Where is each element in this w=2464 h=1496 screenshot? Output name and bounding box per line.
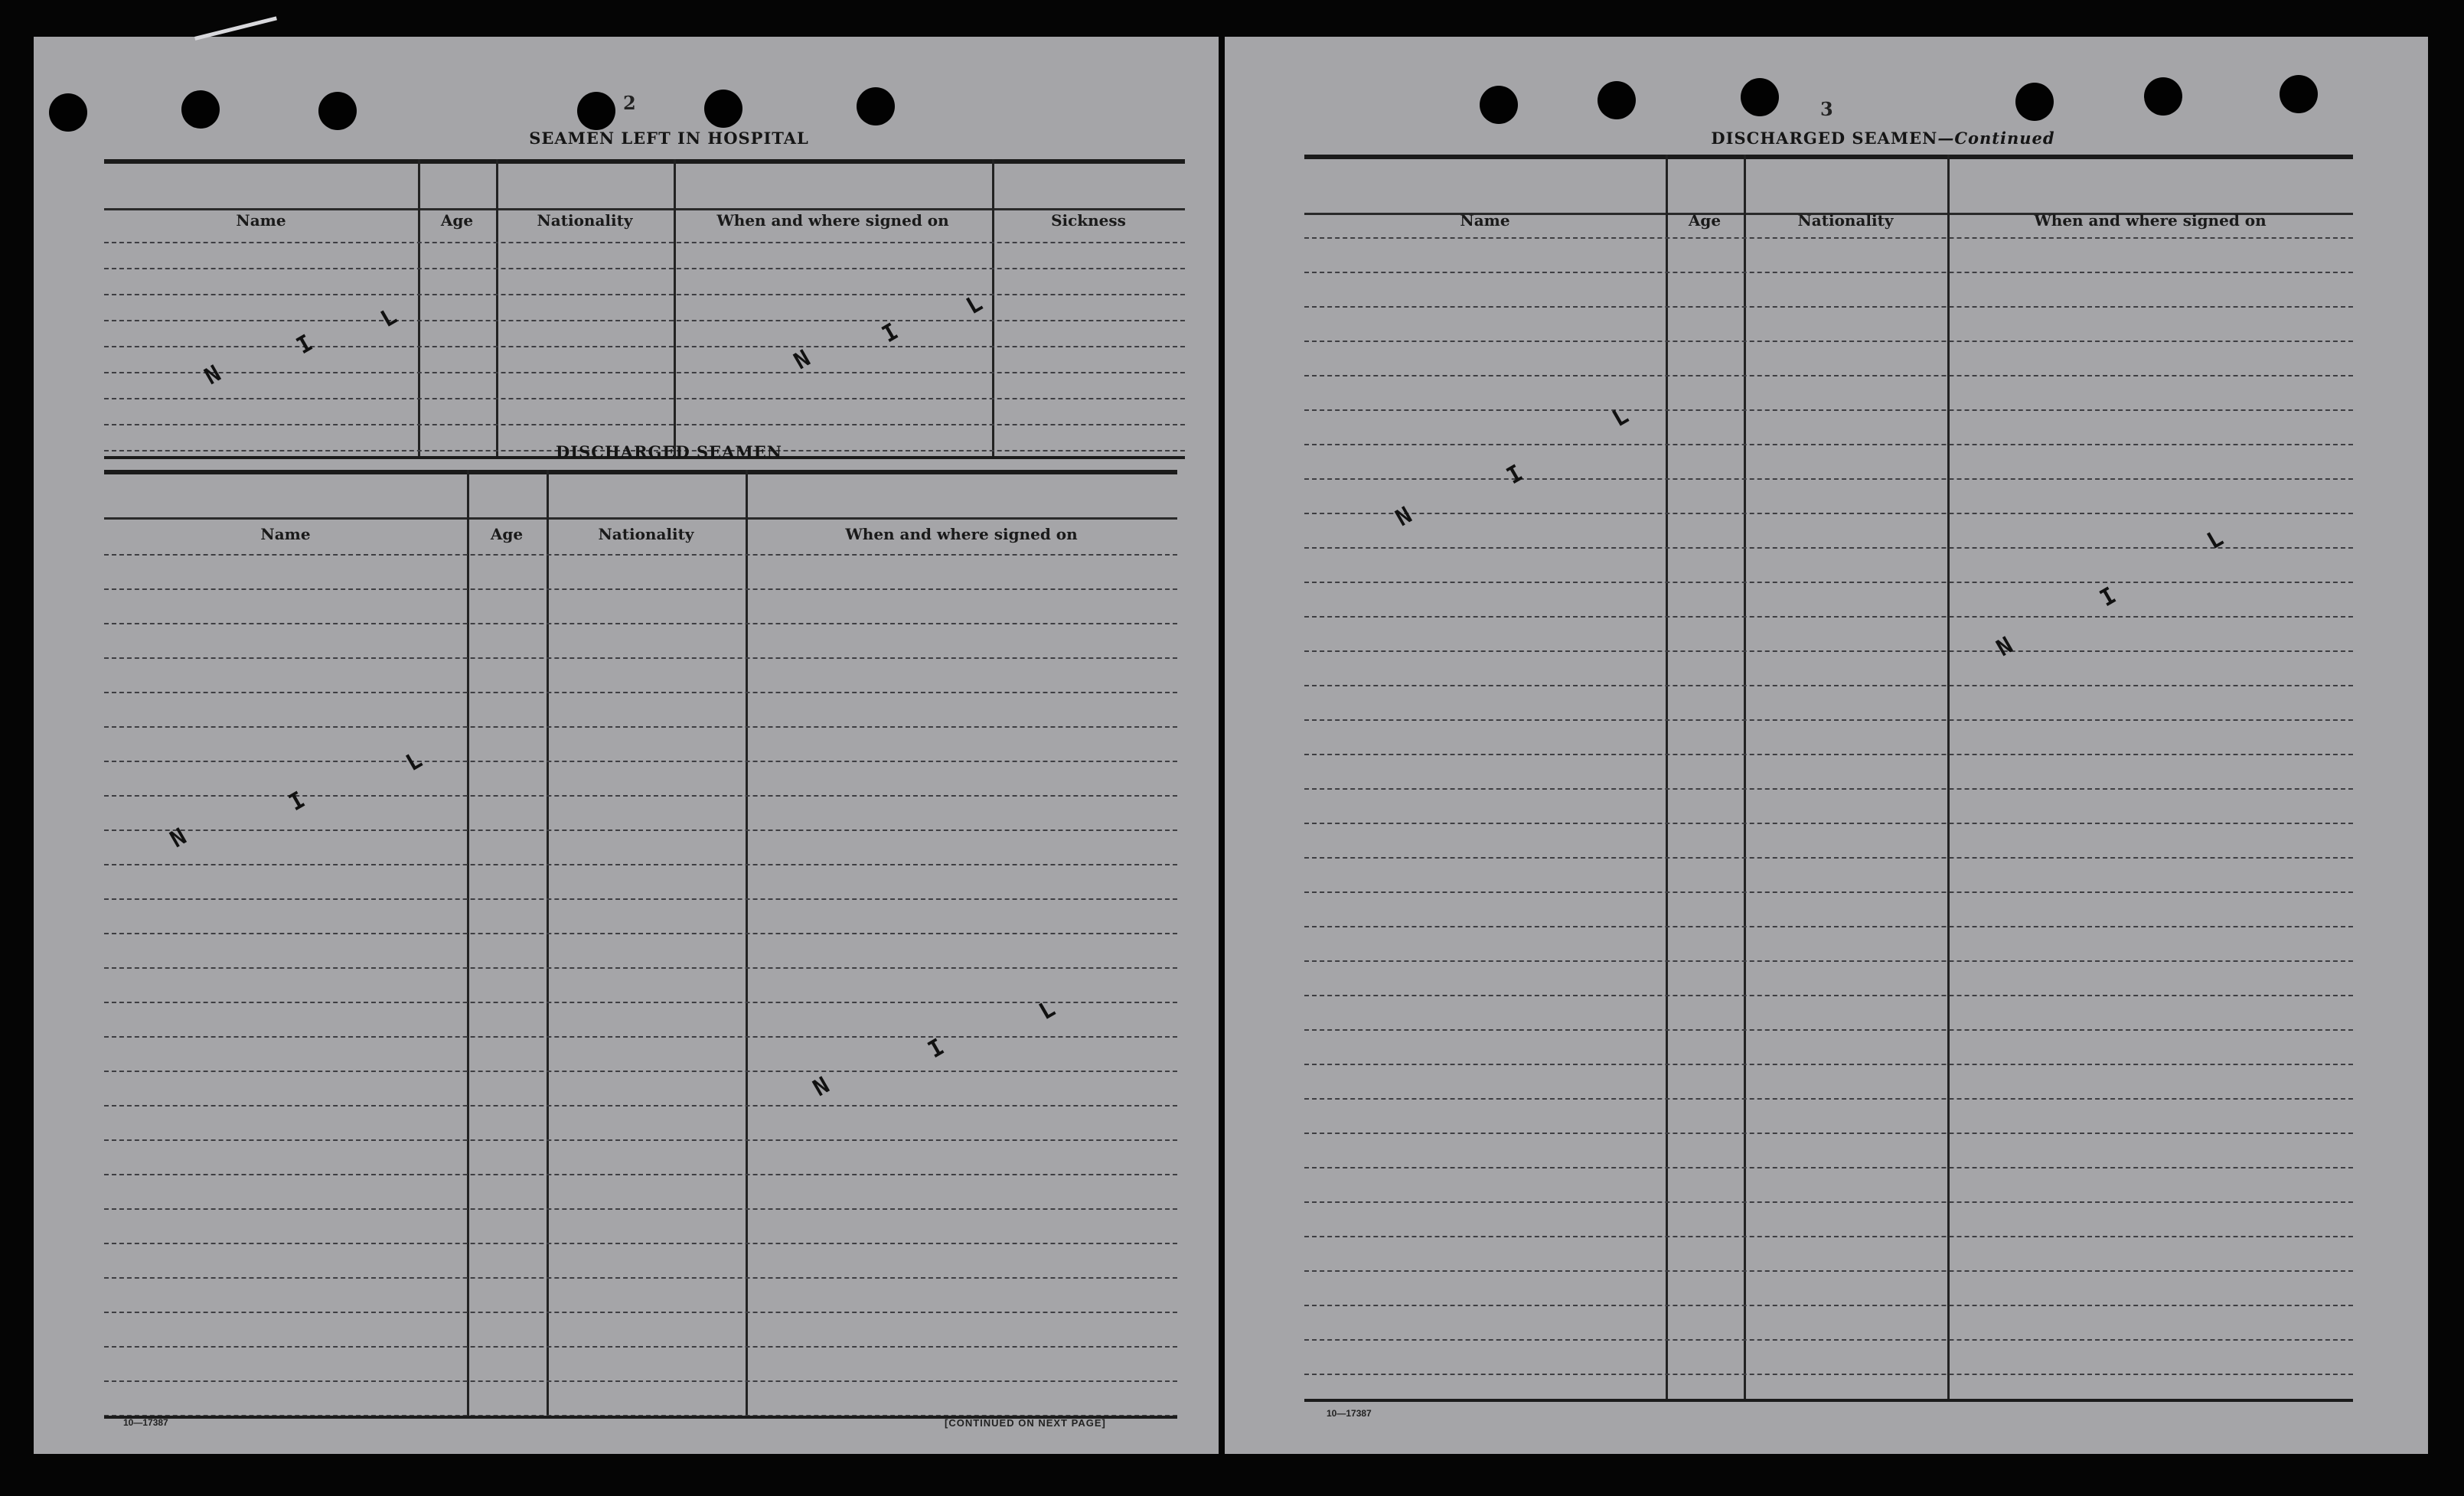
nil-stamp-letter: N [1992, 631, 2018, 663]
ruled-line [104, 424, 1185, 425]
ruled-line [104, 268, 1185, 269]
col-header-nationality: Nationality [1797, 211, 1894, 230]
page-number: 2 [623, 92, 636, 114]
discharged-continued-title [1531, 129, 2235, 148]
ruled-line [1304, 1029, 2353, 1031]
ruled-line [104, 320, 1185, 321]
ruled-line [104, 1277, 1177, 1279]
ruled-line [1304, 823, 2353, 824]
punch-hole [1741, 78, 1779, 116]
ruled-line [104, 1312, 1177, 1313]
page-number: 3 [1820, 98, 1833, 120]
ruled-line [1304, 685, 2353, 686]
punch-hole [181, 90, 220, 129]
ruled-line [1304, 444, 2353, 445]
right-page [1225, 37, 2428, 1454]
col-header-name: Name [236, 211, 286, 230]
ruled-line [1304, 1374, 2353, 1375]
ruled-line [104, 898, 1177, 900]
ruled-line [1304, 1098, 2353, 1100]
nil-stamp-letter: I [2095, 582, 2121, 613]
col-header-signed-on: When and where signed on [716, 211, 949, 230]
col-header-nationality: Nationality [598, 525, 694, 543]
ruled-line [1304, 1064, 2353, 1065]
col-header-sickness: Sickness [1051, 211, 1126, 230]
ruled-line [1304, 341, 2353, 342]
continued-note: [CONTINUED ON NEXT PAGE] [945, 1417, 1106, 1429]
hospital-section-title: SEAMEN LEFT IN HOSPITAL [529, 129, 809, 148]
punch-hole [2280, 75, 2318, 113]
col-header-name: Name [1460, 211, 1510, 230]
left-page [34, 37, 1219, 1454]
nil-stamp-letter: L [401, 746, 427, 777]
nil-stamp-letter: L [2202, 524, 2228, 556]
nil-stamp-letter: I [1502, 459, 1528, 491]
ruled-line [1304, 1133, 2353, 1134]
ruled-line [1304, 582, 2353, 583]
ruled-line [104, 657, 1177, 659]
ruled-line [1304, 960, 2353, 962]
ruled-line [104, 242, 1185, 243]
ruled-rows [104, 470, 1177, 1416]
ruled-line [1304, 1167, 2353, 1168]
ruled-line [104, 1346, 1177, 1348]
ruled-line [1304, 306, 2353, 308]
ruled-line [1304, 754, 2353, 755]
nil-stamp-letter: L [1607, 402, 1633, 433]
nil-stamp-letter: N [808, 1071, 834, 1103]
col-header-age: Age [1688, 211, 1722, 230]
ruled-rows [1304, 155, 2353, 1399]
ruled-line [1304, 788, 2353, 790]
nil-stamp-letter: L [1034, 995, 1060, 1026]
ruled-line [1304, 616, 2353, 618]
ruled-line [104, 554, 1177, 556]
col-header-age: Age [440, 211, 474, 230]
hospital-table [104, 159, 1185, 456]
ruled-line [1304, 375, 2353, 376]
ruled-line [104, 1105, 1177, 1107]
ruled-line [104, 1139, 1177, 1141]
ruled-line [1304, 995, 2353, 996]
col-header-name: Name [260, 525, 311, 543]
ruled-line [104, 1174, 1177, 1175]
ruled-line [1304, 926, 2353, 927]
punch-hole [857, 87, 895, 125]
ruled-line [104, 623, 1177, 624]
col-header-signed-on: When and where signed on [845, 525, 1078, 543]
ruled-line [104, 1208, 1177, 1210]
ruled-line [104, 1071, 1177, 1072]
form-number: 10—17387 [1327, 1408, 1372, 1419]
ruled-line [104, 588, 1177, 590]
punch-hole [2144, 77, 2182, 116]
nil-stamp-letter: L [961, 289, 987, 321]
ruled-line [104, 864, 1177, 865]
punch-hole [49, 93, 87, 132]
punch-hole [1598, 81, 1636, 119]
ruled-line [1304, 1339, 2353, 1341]
ruled-line [104, 294, 1185, 295]
nil-stamp-letter: I [292, 329, 318, 360]
nil-stamp-letter: I [923, 1033, 949, 1064]
punch-hole [1480, 86, 1518, 124]
ruled-line [1304, 891, 2353, 893]
nil-stamp-letter: N [1391, 501, 1417, 533]
nil-stamp-letter: N [789, 344, 815, 376]
nil-stamp-letter: I [284, 786, 310, 817]
ruled-line [104, 829, 1177, 831]
ruled-line [1304, 1236, 2353, 1237]
ruled-line [104, 1380, 1177, 1382]
section-title-suffix: —Continued [1937, 129, 2055, 148]
section-title-main: DISCHARGED SEAMEN [1711, 129, 1938, 148]
ruled-line [1304, 547, 2353, 549]
ruled-rows [104, 159, 1185, 456]
ruled-line [104, 346, 1185, 347]
ruled-line [1304, 1270, 2353, 1272]
ruled-line [104, 933, 1177, 934]
ruled-line [1304, 409, 2353, 411]
col-header-signed-on: When and where signed on [2034, 211, 2267, 230]
ruled-line [1304, 650, 2353, 652]
discharged-section-title: DISCHARGED SEAMEN [556, 442, 782, 461]
ruled-line [104, 1243, 1177, 1244]
ruled-line [1304, 478, 2353, 480]
ruled-line [104, 1002, 1177, 1003]
ruled-line [104, 761, 1177, 762]
form-number: 10—17387 [123, 1417, 168, 1428]
nil-stamp-letter: N [200, 360, 226, 391]
ruled-line [1304, 857, 2353, 859]
punch-hole [704, 90, 742, 128]
ruled-line [104, 692, 1177, 693]
ruled-line [104, 398, 1185, 399]
ruled-line [1304, 272, 2353, 273]
ruled-line [104, 795, 1177, 797]
ruled-line [1304, 237, 2353, 239]
discharged-continued-table [1304, 155, 2353, 1399]
torn-corner [194, 16, 277, 40]
nil-stamp-letter: N [165, 823, 191, 854]
ruled-line [1304, 719, 2353, 721]
punch-hole [318, 92, 357, 130]
ruled-line [1304, 513, 2353, 514]
nil-stamp-letter: I [877, 318, 903, 349]
ruled-line [104, 967, 1177, 969]
ruled-line [104, 1036, 1177, 1038]
discharged-table [104, 470, 1177, 1416]
col-header-nationality: Nationality [537, 211, 633, 230]
punch-hole [2015, 83, 2054, 121]
ruled-line [104, 372, 1185, 373]
punch-hole [577, 92, 615, 130]
col-header-age: Age [490, 525, 524, 543]
ruled-line [104, 726, 1177, 728]
ruled-line [1304, 1201, 2353, 1203]
ruled-line [1304, 1305, 2353, 1306]
nil-stamp-letter: L [376, 302, 402, 334]
